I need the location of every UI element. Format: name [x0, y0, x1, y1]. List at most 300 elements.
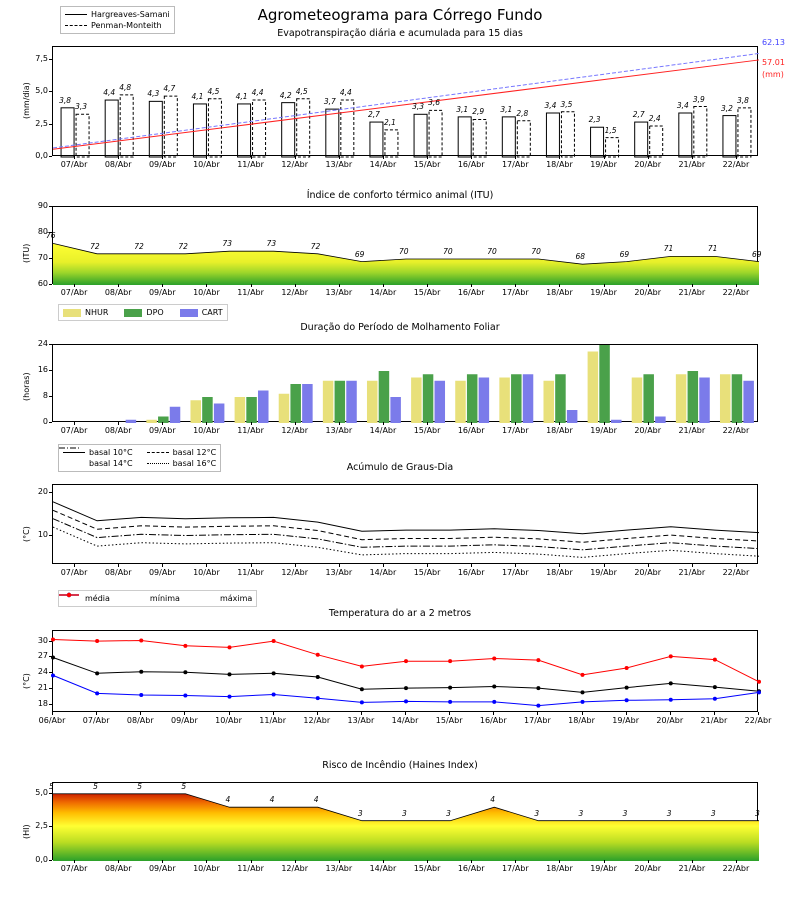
- point-mínima: [448, 700, 452, 704]
- x-tickmark: [74, 564, 75, 567]
- x-tickmark: [604, 422, 605, 425]
- haines-value-label: 5: [181, 781, 187, 791]
- point-mínima: [228, 695, 232, 699]
- bar-nhur: [279, 394, 290, 423]
- x-tickmark: [251, 860, 252, 863]
- point-média: [581, 690, 585, 694]
- y-tickmark: [49, 535, 52, 536]
- haines-value-label: 3: [578, 808, 584, 818]
- y-axis-label-evap: (mm/dia): [22, 82, 31, 119]
- x-tick-label: 12/Abr: [281, 160, 309, 169]
- x-tickmark: [383, 284, 384, 287]
- x-tickmark: [162, 422, 163, 425]
- itu-value-label: 69: [619, 249, 630, 259]
- page-title: Agrometeograma para Córrego Fundo: [257, 6, 543, 24]
- accum-annotation-1: 57.01: [762, 58, 785, 67]
- x-tick-label: 16/Abr: [457, 568, 485, 577]
- x-tick-label: 09/Abr: [148, 568, 176, 577]
- x-tickmark: [339, 156, 340, 159]
- x-tick-label: 15/Abr: [413, 568, 441, 577]
- bar-cart: [567, 410, 578, 423]
- y-tickmark: [49, 91, 52, 92]
- legend-swatch: [63, 309, 81, 317]
- x-tick-label: 06/Abr: [38, 716, 66, 725]
- bar-value-label: 1,5: [604, 125, 617, 135]
- legend-label: máxima: [219, 594, 253, 603]
- bar-value-label: 4,4: [251, 88, 264, 98]
- haines-value-label: 3: [755, 808, 760, 818]
- x-tick-label: 20/Abr: [634, 288, 662, 297]
- x-tick-label: 21/Abr: [678, 160, 706, 169]
- x-tick-label: 20/Abr: [634, 160, 662, 169]
- x-tick-label: 07/Abr: [60, 426, 88, 435]
- y-tick-molha-0: 0: [42, 417, 48, 426]
- plot-svg: [53, 47, 759, 157]
- x-tickmark: [648, 422, 649, 425]
- x-tick-label: 22/Abr: [722, 864, 750, 873]
- point-máxima: [228, 645, 232, 649]
- x-tickmark: [162, 156, 163, 159]
- legend-swatch: [65, 25, 87, 26]
- bar-dpo: [202, 397, 213, 423]
- y-tick-evap-2: 5,0: [35, 86, 48, 96]
- point-mínima: [316, 696, 320, 700]
- bar-hargreaves: [546, 113, 559, 157]
- y-tick-molha-3: 24: [37, 339, 48, 348]
- y-tickmark: [49, 370, 52, 371]
- bar-value-label: 4,4: [339, 88, 352, 98]
- point-média: [272, 671, 276, 675]
- point-máxima: [757, 680, 761, 684]
- y-tickmark: [49, 492, 52, 493]
- bar-penman: [561, 112, 574, 157]
- point-máxima: [95, 639, 99, 643]
- legend-item: [128, 593, 180, 604]
- x-tick-label: 18/Abr: [546, 288, 573, 297]
- point-máxima: [448, 659, 452, 663]
- x-tick-label: 09/Abr: [171, 716, 198, 725]
- bar-hargreaves: [723, 116, 736, 157]
- bar-nhur: [676, 374, 687, 423]
- x-tickmark: [206, 284, 207, 287]
- bar-dpo: [246, 397, 257, 423]
- x-tickmark: [736, 284, 737, 287]
- bar-nhur: [455, 381, 466, 423]
- haines-value-label: 5: [93, 781, 98, 791]
- bar-hargreaves: [61, 108, 74, 157]
- x-tickmark: [692, 284, 693, 287]
- y-tickmark: [49, 688, 52, 689]
- panel-graus: [0, 448, 800, 582]
- point-mínima: [757, 690, 761, 694]
- x-tick-label: 07/Abr: [60, 288, 88, 297]
- x-tickmark: [118, 156, 119, 159]
- plot-area-temp: [52, 630, 758, 712]
- x-tick-label: 22/Abr: [722, 288, 750, 297]
- point-mínima: [404, 699, 408, 703]
- point-máxima: [316, 653, 320, 657]
- legend-item: [65, 20, 170, 31]
- y-tickmark: [49, 826, 52, 827]
- bar-value-label: 3,1: [456, 104, 469, 114]
- x-tick-label: 18/Abr: [546, 568, 573, 577]
- bar-hargreaves: [591, 127, 604, 157]
- bar-dpo: [335, 381, 346, 423]
- y-tick-molha-2: 16: [37, 365, 48, 374]
- point-máxima: [581, 673, 585, 677]
- bar-penman: [517, 121, 530, 157]
- x-tickmark: [162, 564, 163, 567]
- x-tick-label: 19/Abr: [590, 864, 617, 873]
- x-tickmark: [74, 860, 75, 863]
- x-tickmark: [295, 422, 296, 425]
- point-mínima: [625, 698, 629, 702]
- x-tickmark: [339, 860, 340, 863]
- itu-value-label: 72: [134, 241, 144, 251]
- x-tickmark: [251, 156, 252, 159]
- bar-hargreaves: [414, 114, 427, 157]
- bar-hargreaves: [502, 117, 515, 157]
- x-tickmark: [140, 712, 141, 715]
- y-tick-molha-1: 8: [42, 391, 48, 400]
- legend-item: [63, 458, 133, 469]
- x-tick-label: 20/Abr: [656, 716, 684, 725]
- y-tick-itu-3: 90: [37, 201, 48, 210]
- x-tick-label: 14/Abr: [369, 160, 397, 169]
- itu-value-label: 71: [707, 244, 718, 254]
- bar-penman: [164, 96, 177, 157]
- x-tick-label: 07/Abr: [60, 160, 88, 169]
- x-tick-label: 18/Abr: [546, 864, 573, 873]
- x-tickmark: [670, 712, 671, 715]
- point-mínima: [272, 692, 276, 696]
- x-tick-label: 13/Abr: [325, 426, 353, 435]
- x-tickmark: [537, 712, 538, 715]
- accum-annotation-2: (mm): [762, 70, 784, 79]
- plot-svg: [53, 485, 759, 565]
- bar-nhur: [235, 397, 246, 423]
- x-tickmark: [515, 422, 516, 425]
- bar-nhur: [588, 352, 599, 424]
- y-tick-temp-0: 18: [37, 699, 48, 709]
- x-tickmark: [471, 284, 472, 287]
- bar-penman: [473, 119, 486, 157]
- x-tickmark: [515, 860, 516, 863]
- x-tick-label: 12/Abr: [281, 864, 309, 873]
- bar-dpo: [688, 371, 699, 423]
- x-tick-label: 21/Abr: [678, 864, 706, 873]
- x-tickmark: [692, 860, 693, 863]
- bar-value-label: 4,1: [235, 91, 248, 101]
- legend-label: média: [85, 594, 110, 603]
- x-tickmark: [295, 564, 296, 567]
- x-tickmark: [383, 156, 384, 159]
- x-tickmark: [559, 284, 560, 287]
- panel-title-evap: Evapotranspiração diária e acumulada para 15 dias: [277, 28, 523, 39]
- bar-nhur: [499, 378, 510, 424]
- x-tickmark: [471, 156, 472, 159]
- point-média: [625, 686, 629, 690]
- bar-dpo: [555, 374, 566, 423]
- legend-label: mínima: [149, 594, 180, 603]
- x-tickmark: [229, 712, 230, 715]
- y-tickmark: [49, 258, 52, 259]
- itu-value-label: 72: [90, 241, 100, 251]
- x-tick-label: 10/Abr: [193, 288, 220, 297]
- x-tick-label: 09/Abr: [148, 160, 176, 169]
- point-média: [139, 670, 143, 674]
- panel-molha: [0, 308, 800, 442]
- haines-value-label: 3: [534, 808, 540, 818]
- bar-value-label: 3,4: [676, 101, 689, 110]
- legend-swatch: [147, 463, 169, 464]
- legend-item: [198, 593, 252, 604]
- bar-value-label: 3,4: [544, 101, 557, 110]
- point-média: [183, 670, 187, 674]
- bar-nhur: [146, 420, 157, 423]
- y-tick-evap-1: 2,5: [35, 118, 48, 128]
- x-tickmark: [118, 284, 119, 287]
- bar-cart: [170, 407, 181, 423]
- bar-hargreaves: [679, 113, 692, 157]
- bar-penman: [650, 126, 663, 157]
- legend-swatch: [63, 452, 85, 453]
- bar-penman: [120, 95, 133, 157]
- x-tickmark: [648, 860, 649, 863]
- x-tickmark: [471, 564, 472, 567]
- legend-graus: [58, 444, 221, 472]
- y-tickmark: [49, 793, 52, 794]
- bar-hargreaves: [238, 104, 251, 157]
- x-tickmark: [604, 156, 605, 159]
- bar-hargreaves: [370, 122, 383, 157]
- legend-swatch: [128, 595, 146, 603]
- x-tick-label: 21/Abr: [678, 568, 706, 577]
- y-tick-temp-1: 21: [37, 683, 48, 693]
- bar-penman: [694, 107, 707, 157]
- x-tickmark: [604, 860, 605, 863]
- y-tickmark: [49, 860, 52, 861]
- x-tickmark: [295, 860, 296, 863]
- x-tickmark: [648, 284, 649, 287]
- itu-value-label: 70: [443, 247, 453, 256]
- x-tickmark: [427, 564, 428, 567]
- point-máxima: [360, 664, 364, 668]
- x-tick-label: 12/Abr: [281, 426, 309, 435]
- y-tick-evap-0: 0,0: [35, 151, 48, 160]
- x-tick-label: 07/Abr: [60, 568, 88, 577]
- legend-evap: [60, 6, 175, 34]
- bar-value-label: 3,6: [428, 98, 440, 108]
- point-máxima: [625, 666, 629, 670]
- x-tick-label: 22/Abr: [744, 716, 772, 725]
- x-tick-label: 13/Abr: [325, 864, 353, 873]
- x-tickmark: [339, 284, 340, 287]
- line-penman-accum: [53, 53, 759, 147]
- x-tick-label: 13/Abr: [347, 716, 375, 725]
- y-axis-label-molha: (horas): [22, 372, 31, 401]
- x-tickmark: [295, 284, 296, 287]
- haines-value-label: 3: [357, 808, 363, 818]
- plot-area-molha: [52, 344, 758, 422]
- bar-dpo: [290, 384, 301, 423]
- x-tickmark: [206, 860, 207, 863]
- x-tick-label: 18/Abr: [546, 426, 573, 435]
- itu-value-label: 70: [487, 247, 497, 256]
- y-tick-temp-3: 27: [37, 651, 48, 661]
- bar-cart: [214, 404, 225, 424]
- bar-penman: [297, 99, 310, 157]
- point-máxima: [183, 644, 187, 648]
- x-tick-label: 20/Abr: [634, 426, 662, 435]
- bar-value-label: 3,8: [59, 95, 71, 105]
- point-média: [669, 681, 673, 685]
- panel-title-molha: Duração do Período de Molhamento Foliar: [300, 322, 500, 333]
- x-tickmark: [405, 712, 406, 715]
- plot-area-itu: [52, 206, 758, 284]
- bar-value-label: 4,3: [147, 89, 160, 99]
- legend-swatch: [147, 452, 169, 453]
- itu-value-label: 69: [752, 249, 762, 259]
- x-tickmark: [736, 564, 737, 567]
- y-axis-label-graus: (°C): [22, 526, 31, 542]
- x-tickmark: [736, 860, 737, 863]
- x-tick-label: 08/Abr: [104, 288, 132, 297]
- haines-value-label: 3: [710, 808, 716, 818]
- y-tickmark: [49, 396, 52, 397]
- x-tickmark: [339, 564, 340, 567]
- bar-nhur: [720, 374, 731, 423]
- x-tick-label: 13/Abr: [325, 160, 353, 169]
- itu-value-label: 69: [354, 249, 365, 259]
- x-tick-label: 12/Abr: [281, 568, 309, 577]
- bar-value-label: 4,4: [103, 88, 116, 98]
- x-tick-label: 22/Abr: [722, 160, 750, 169]
- legend-swatch: [65, 14, 87, 15]
- bar-value-label: 2,8: [516, 108, 529, 118]
- bar-hargreaves: [282, 103, 295, 157]
- x-tickmark: [714, 712, 715, 715]
- bar-nhur: [411, 378, 422, 424]
- point-média: [95, 671, 99, 675]
- y-tickmark: [49, 641, 52, 642]
- x-tick-label: 16/Abr: [457, 426, 485, 435]
- x-tickmark: [559, 422, 560, 425]
- haines-value-label: 4: [269, 795, 275, 805]
- bar-dpo: [643, 374, 654, 423]
- y-tickmark: [49, 156, 52, 157]
- haines-value-label: 3: [666, 808, 672, 818]
- point-máxima: [713, 658, 717, 662]
- bar-dpo: [423, 374, 434, 423]
- x-tickmark: [648, 564, 649, 567]
- bar-nhur: [323, 381, 334, 423]
- x-tickmark: [162, 284, 163, 287]
- bar-value-label: 2,9: [472, 107, 485, 117]
- point-mínima: [536, 704, 540, 708]
- plot-area-haines: [52, 782, 758, 860]
- y-axis-label-temp: (°C): [22, 673, 31, 689]
- bar-value-label: 3,7: [323, 97, 336, 107]
- x-tickmark: [383, 860, 384, 863]
- bar-nhur: [367, 381, 378, 423]
- x-tickmark: [52, 712, 53, 715]
- x-tick-label: 19/Abr: [590, 568, 617, 577]
- panel-haines: [0, 760, 800, 880]
- x-tick-label: 10/Abr: [193, 568, 220, 577]
- line-basal10C: [53, 502, 759, 534]
- point-máxima: [404, 659, 408, 663]
- x-tickmark: [206, 422, 207, 425]
- bar-value-label: 4,1: [191, 91, 204, 101]
- plot-svg: [53, 207, 759, 285]
- y-tick-itu-0: 60: [37, 279, 48, 288]
- bar-value-label: 3,1: [500, 104, 513, 114]
- point-mínima: [360, 700, 364, 704]
- x-tick-label: 07/Abr: [60, 864, 88, 873]
- x-tick-label: 15/Abr: [435, 716, 463, 725]
- bar-nhur: [190, 400, 201, 423]
- x-tickmark: [383, 564, 384, 567]
- point-máxima: [669, 654, 673, 658]
- line-basal16C: [53, 527, 759, 557]
- y-tickmark: [49, 206, 52, 207]
- haines-area: [53, 794, 759, 861]
- legend-swatch: [198, 595, 216, 603]
- x-tick-label: 12/Abr: [281, 288, 309, 297]
- point-média: [228, 672, 232, 676]
- bar-value-label: 3,3: [412, 102, 424, 112]
- y-tickmark: [49, 704, 52, 705]
- itu-value-label: 71: [663, 244, 674, 254]
- itu-value-label: 70: [399, 247, 409, 256]
- x-tick-label: 10/Abr: [193, 160, 220, 169]
- bar-penman: [76, 114, 89, 157]
- legend-label: DPO: [146, 308, 164, 317]
- y-tickmark: [49, 656, 52, 657]
- plot-area-evap: [52, 46, 758, 156]
- panel-title-haines: Risco de Incêndio (Haines Index): [322, 760, 478, 771]
- bar-cart: [611, 420, 622, 423]
- bar-hargreaves: [105, 100, 118, 157]
- x-tick-label: 11/Abr: [237, 160, 264, 169]
- itu-value-label: 73: [222, 239, 233, 249]
- legend-item: [63, 307, 108, 318]
- x-tickmark: [162, 860, 163, 863]
- legend-item: [147, 458, 217, 469]
- point-máxima: [272, 639, 276, 643]
- bar-value-label: 2,7: [367, 110, 380, 120]
- haines-value-label: 4: [490, 795, 496, 805]
- bar-cart: [126, 420, 137, 423]
- point-mínima: [139, 693, 143, 697]
- bar-cart: [302, 384, 313, 423]
- itu-value-label: 68: [575, 252, 586, 262]
- x-tick-label: 11/Abr: [237, 288, 264, 297]
- bar-value-label: 2,4: [648, 113, 661, 123]
- x-tick-label: 20/Abr: [634, 864, 662, 873]
- x-tickmark: [515, 156, 516, 159]
- x-tick-label: 17/Abr: [501, 288, 529, 297]
- point-mínima: [713, 697, 717, 701]
- bar-value-label: 3,8: [736, 95, 749, 105]
- x-tick-label: 16/Abr: [457, 288, 485, 297]
- bar-dpo: [379, 371, 390, 423]
- x-tickmark: [251, 284, 252, 287]
- legend-label: NHUR: [85, 308, 109, 317]
- line-basal14C: [53, 519, 759, 550]
- panel-title-graus: Acúmulo de Graus-Dia: [346, 462, 454, 473]
